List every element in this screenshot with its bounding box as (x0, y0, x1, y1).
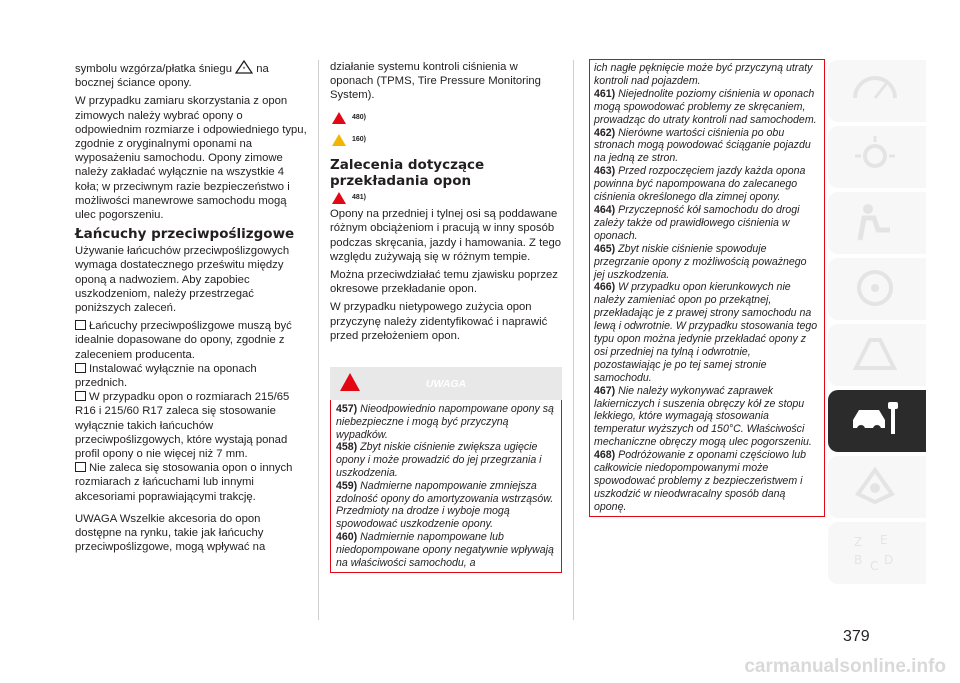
svg-text:C: C (870, 559, 879, 573)
warning-item: 466) W przypadku opon kierunkowych nie należy zamieniać opon po przekątnej, przekładając je z prawej strony samochodu na lewą i odwrotnie. W przypadku stosowania tego typu opon można jedynie przekładać opony z osi przedniej na tylną i odwrotnie, pozostawiając je po tej samej stronie samochodu. (594, 281, 818, 384)
tab-safety[interactable] (828, 192, 926, 254)
svg-text:D: D (884, 553, 894, 567)
caution-ref: 160) (332, 133, 562, 147)
car-wrench-icon (850, 398, 906, 442)
bullet-item: Łańcuchy przeciwpoślizgowe muszą być idealnie dopasowane do opony, zgodnie z zaleceniem producenta. (75, 320, 292, 361)
warning-item: 460) Nadmiernie napompowane lub niedopompowane opony negatywnie wpływają na właściwości samochodu, a (336, 531, 554, 569)
page-number: 379 (843, 628, 870, 645)
svg-text:Z: Z (854, 535, 863, 549)
tab-driving[interactable] (828, 324, 926, 386)
warning-item: 464) Przyczepność kół samochodu do drogi zależy także od prawidłowego ciśnienia w oponach. (594, 203, 800, 242)
emergency-icon (850, 464, 900, 508)
paragraph: W przypadku zamiaru skorzystania z opon zimowych należy wybrać opony o odpowiednim rozmiarze i odpowiedniego typu, zgodnie z oryginalnymi oponami na wyposażeniu samochodu. Opony zimowe należy zakładać wyłącznie na wszystkie 4 koła; w przeciwnym razie bezpieczeństwo i możliwości manewrowe samochodu mogą ulec pogorszeniu. (75, 95, 307, 222)
warning-triangle-icon (332, 112, 346, 124)
warning-item: 465) Zbyt niskie ciśnienie spowoduje przegrzanie opony z możliwością poważnego jej uszkodzenia. (594, 242, 807, 281)
paragraph: Można przeciwdziałać temu zjawisku poprzez okresowe przekładanie opon. (330, 269, 558, 296)
chapter-tabs (828, 60, 926, 588)
paragraph: Opony na przedniej i tylnej osi są poddawane różnym obciążeniom i pracują w inny sposób podczas skręcania, jazdy i hamowania. Z tego względu zużywają się w różnym tempie. (330, 208, 562, 263)
tab-warning-lights[interactable] (828, 126, 926, 188)
tab-dashboard[interactable] (828, 60, 926, 122)
section-heading: Łańcuchy przeciwpoślizgowe (75, 226, 295, 243)
bullet-item: Instalować wyłącznie na oponach przednich. (75, 362, 257, 390)
watermark: carmanualsonline.info (744, 656, 946, 677)
tab-technical-data[interactable] (828, 390, 926, 452)
section-heading: Zalecenia dotyczące przekładania opon (330, 157, 485, 190)
steering-wheel-icon (850, 266, 900, 310)
warning-ref: 480) (332, 111, 562, 125)
column-1 (75, 60, 307, 559)
index-icon (850, 530, 900, 574)
paragraph: symbolu wzgórza/płatka śniegu * na bocznej ściance opony. (75, 63, 269, 90)
warning-item: 458) Zbyt niskie ciśnienie zwiększa ugięcie opony i może prowadzić do jej przegrzania i uszkodzenia. (336, 441, 542, 480)
warning-item: ich nagłe pęknięcie może być przyczyną utraty kontroli nad pojazdem. (594, 62, 813, 87)
column-2 (330, 60, 562, 573)
paragraph: Używanie łańcuchów przeciwpoślizgowych wymaga dostatecznego prześwitu między oponą a nadwoziem. Aby zapobiec uszkodzeniom, należy przestrzegać poniższych zaleceń. (75, 245, 290, 315)
warning-item: 459) Nadmierne napompowanie zmniejsza zdolność opony do amortyzowania wstrząsów. Przedmioty na drodze i wyboje mogą spowodować uszkodzenie opony. (336, 479, 554, 531)
tab-starting-driving[interactable] (828, 258, 926, 320)
driving-icon (850, 332, 900, 376)
snowflake-mountain-icon (235, 63, 253, 75)
warning-title: UWAGA (425, 378, 467, 391)
warning-item: 463) Przed rozpoczęciem jazdy każda opona powinna być napompowana do zalecanego ciśnienia określonego dla zimnej opony. (594, 165, 806, 204)
warning-item: 467) Nie należy wykonywać zaprawek lakierniczych i suszenia obręczy kół ze stopu lekkiego, które wymagają stosowania temperatur wyższych od 150°C. Właściwości mechaniczne obręczy mogą ulec pogorszeniu. (594, 384, 812, 449)
bullet-item: W przypadku opon o rozmiarach 215/65 R16 i 215/60 R17 zaleca się stosowanie wyłącznie takich łańcuchów przeciwpoślizgowych, które wystają ponad profil opony o nie więcej niż 7 mm. (75, 391, 290, 461)
checkbox-bullet-icon (75, 462, 86, 472)
column-divider (573, 60, 574, 620)
checkbox-bullet-icon (75, 391, 86, 401)
checkbox-bullet-icon (75, 320, 86, 330)
warning-header (330, 367, 562, 400)
tab-index[interactable] (828, 522, 926, 584)
warning-continuation-box (589, 59, 825, 517)
checkbox-bullet-icon (75, 363, 86, 373)
warning-item: 457) Nieodpowiednio napompowane opony są niebezpieczne i mogą być przyczyną wypadków. (336, 403, 554, 441)
warning-box (330, 400, 562, 573)
seat-safety-icon (850, 200, 900, 244)
tab-emergency[interactable] (828, 456, 926, 518)
svg-text:B: B (854, 553, 863, 567)
column-divider (318, 60, 319, 620)
bullet-item: Nie zaleca się stosowania opon o innych rozmiarach z łańcuchami lub innymi akcesoriami poprawiającymi trakcję. (75, 462, 293, 503)
svg-text:E: E (880, 533, 888, 547)
paragraph: W przypadku nietypowego zużycia opon przyczynę należy zidentyfikować i naprawić przed przełożeniem opon. (330, 301, 548, 342)
warning-item: 461) Niejednolite poziomy ciśnienia w oponach mogą spowodować problemy ze skręcaniem, prowadząc do utraty kontroli nad samochodem. (594, 87, 817, 126)
warning-ref: 481) (332, 191, 562, 205)
warning-triangle-icon (332, 192, 346, 204)
caution-triangle-icon (332, 134, 346, 146)
warning-item: 468) Podróżowanie z oponami częściowo lub całkowicie niedopompowanymi może spowodować problemy z bezpieczeństwem i uszkodzić w nieodwracalny sposób daną oponę. (594, 449, 807, 513)
dashboard-icon (850, 68, 900, 112)
paragraph: działanie systemu kontroli ciśnienia w oponach (TPMS, Tire Pressure Monitoring System). (330, 61, 541, 102)
warning-item: 462) Nierówne wartości ciśnienia po obu stronach mogą powodować ściąganie pojazdu na jedną ze stron. (594, 126, 811, 165)
svg-text:*: * (242, 66, 246, 74)
paragraph: UWAGA Wszelkie akcesoria do opon dostępne na rynku, takie jak łańcuchy przeciwpoślizgowe, mogą wpływać na (75, 512, 266, 554)
warning-light-icon (850, 134, 900, 178)
